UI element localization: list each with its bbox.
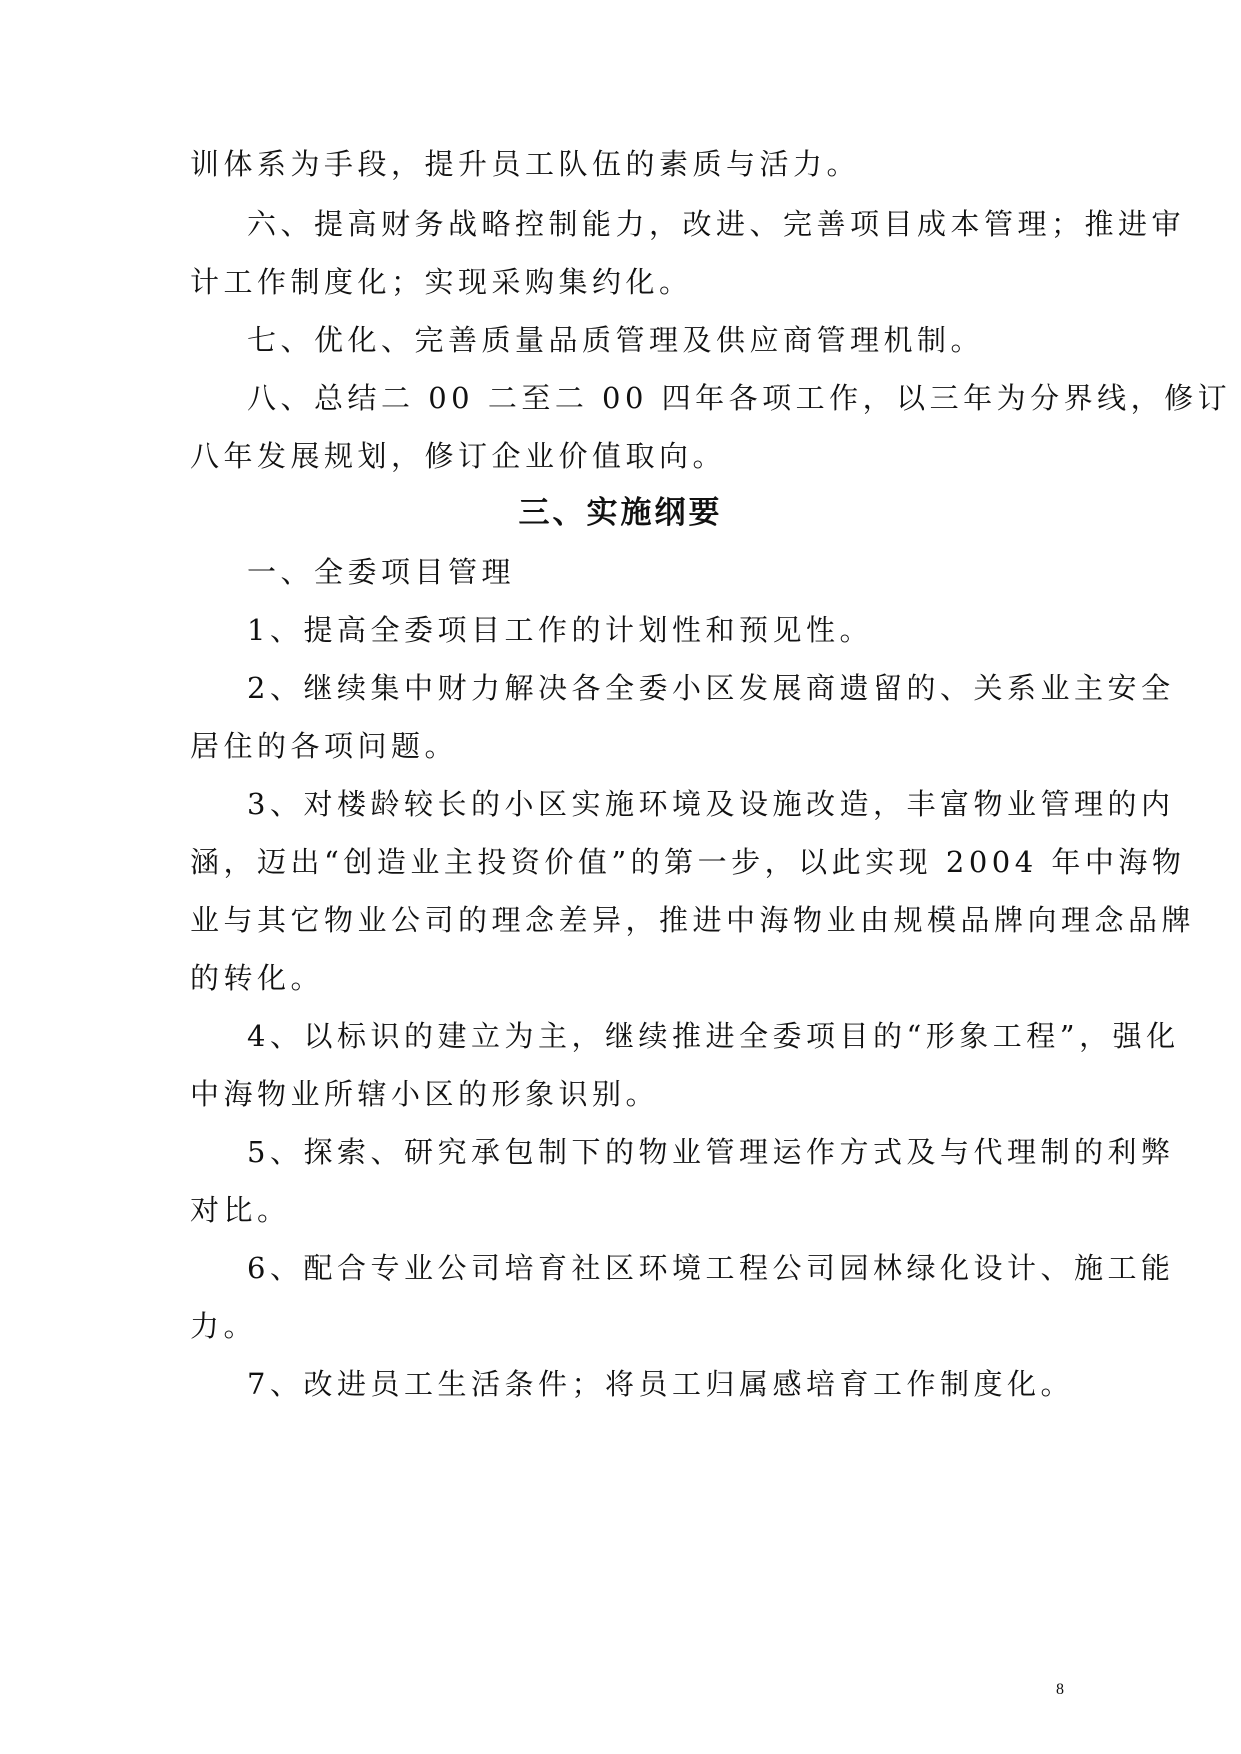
section-heading: 三、实施纲要 [518,495,723,531]
text-line: 居住的各项问题。 [190,729,459,763]
text-line: 计工作制度化；实现采购集约化。 [190,265,693,299]
text-line: 1、提高全委项目工作的计划性和预见性。 [247,613,873,647]
text-line: 八年发展规划，修订企业价值取向。 [190,439,727,473]
text-line: 中海物业所辖小区的形象识别。 [190,1077,660,1111]
text-line: 6、配合专业公司培育社区环境工程公司园林绿化设计、施工能 [247,1251,1175,1285]
text-line: 一、全委项目管理 [247,555,516,589]
text-line: 力。 [190,1309,258,1343]
text-line: 对比。 [190,1193,291,1227]
text-line: 的转化。 [190,961,325,995]
text-line: 业与其它物业公司的理念差异，推进中海物业由规模品牌向理念品牌 [190,903,1196,937]
text-line: 7、改进员工生活条件；将员工归属感培育工作制度化。 [247,1367,1074,1401]
text-line: 3、对楼龄较长的小区实施环境及设施改造，丰富物业管理的内 [247,787,1175,821]
text-line: 训体系为手段，提升员工队伍的素质与活力。 [190,147,861,181]
text-line: 2、继续集中财力解决各全委小区发展商遗留的、关系业主安全 [247,671,1175,705]
text-line: 八、总结二 00 二至二 00 四年各项工作，以三年为分界线，修订 [247,381,1232,415]
text-line: 4、以标识的建立为主，继续推进全委项目的“形象工程”，强化 [247,1019,1180,1053]
text-line: 涵，迈出“创造业主投资价值”的第一步，以此实现 2004 年中海物 [190,845,1186,879]
text-line: 六、提高财务战略控制能力，改进、完善项目成本管理；推进审 [247,207,1186,241]
page-number: 8 [1056,1681,1064,1698]
text-line: 5、探索、研究承包制下的物业管理运作方式及与代理制的利弊 [247,1135,1175,1169]
text-line: 七、优化、完善质量品质管理及供应商管理机制。 [247,323,985,357]
